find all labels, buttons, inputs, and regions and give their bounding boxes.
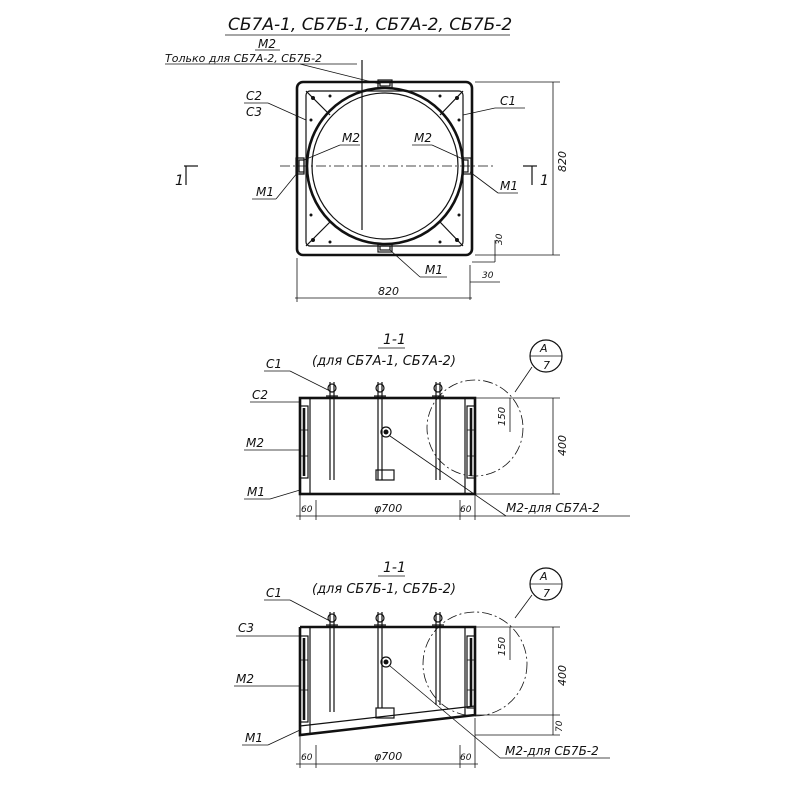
plan-label-c3: С3 xyxy=(246,105,263,119)
plan-view xyxy=(165,37,569,302)
section-b-subtitle: (для СБ7Б-1, СБ7Б-2) xyxy=(312,582,456,597)
plan-label-m2-right: М2 xyxy=(414,131,432,145)
section-b-label-m1: М1 xyxy=(245,731,263,745)
plan-label-m1-right: М1 xyxy=(500,179,518,193)
section-a-dim-diameter: φ700 xyxy=(374,502,403,515)
section-a-label-m1: М1 xyxy=(247,485,265,499)
plan-label-m1-bottom: М1 xyxy=(425,263,443,277)
section-b-dim-diameter: φ700 xyxy=(374,750,403,763)
plan-label-c2: С2 xyxy=(246,89,263,103)
drawing-title: СБ7А-1, СБ7Б-1, СБ7А-2, СБ7Б-2 xyxy=(228,15,513,35)
plan-dim-height: 820 xyxy=(556,151,569,172)
section-b-dim-150: 150 xyxy=(497,636,508,656)
section-mark-right: 1 xyxy=(540,173,549,189)
section-b-title: 1-1 xyxy=(383,560,406,576)
plan-label-c1: С1 xyxy=(500,94,517,108)
section-a-label-m2: М2 xyxy=(246,436,264,450)
section-b xyxy=(234,560,610,768)
section-b-note-m2: М2-для СБ7Б-2 xyxy=(505,744,599,758)
section-a-label-c2: С2 xyxy=(252,388,269,402)
section-a-dim-150: 150 xyxy=(497,406,508,426)
section-b-label-c1: С1 xyxy=(266,586,283,600)
section-b-callout-bottom: 7 xyxy=(543,587,550,600)
section-b-callout-top: А xyxy=(540,570,548,583)
section-b-label-c3: С3 xyxy=(238,621,255,635)
section-a-callout-bottom: 7 xyxy=(543,359,550,372)
section-b-label-m2: М2 xyxy=(236,672,254,686)
section-a-dim-400: 400 xyxy=(556,435,569,456)
section-a xyxy=(244,332,630,520)
section-a-dim-60-right: 60 xyxy=(460,505,472,515)
section-a-dim-60-left: 60 xyxy=(301,505,313,515)
section-b-dim-60-right: 60 xyxy=(460,753,472,763)
section-b-dim-400: 400 xyxy=(556,665,569,686)
section-mark-left: 1 xyxy=(175,173,184,189)
plan-dim-width: 820 xyxy=(378,285,399,298)
plan-label-m1-left: М1 xyxy=(256,185,274,199)
section-a-title: 1-1 xyxy=(383,332,406,348)
section-a-callout-top: А xyxy=(540,342,548,355)
plan-note-only-for: Только для СБ7А-2, СБ7Б-2 xyxy=(165,52,323,65)
section-a-note-m2: М2-для СБ7А-2 xyxy=(506,501,600,515)
section-b-dim-70: 70 xyxy=(555,720,565,732)
plan-label-m2-top: М2 xyxy=(258,37,276,51)
plan-dim-30-a: 30 xyxy=(495,233,505,245)
section-b-body xyxy=(300,627,475,735)
section-a-subtitle: (для СБ7А-1, СБ7А-2) xyxy=(312,354,456,369)
plan-dim-30-b: 30 xyxy=(482,271,494,281)
plan-label-m2-left: М2 xyxy=(342,131,360,145)
section-b-dim-60-left: 60 xyxy=(301,753,313,763)
section-a-label-c1: С1 xyxy=(266,357,283,371)
